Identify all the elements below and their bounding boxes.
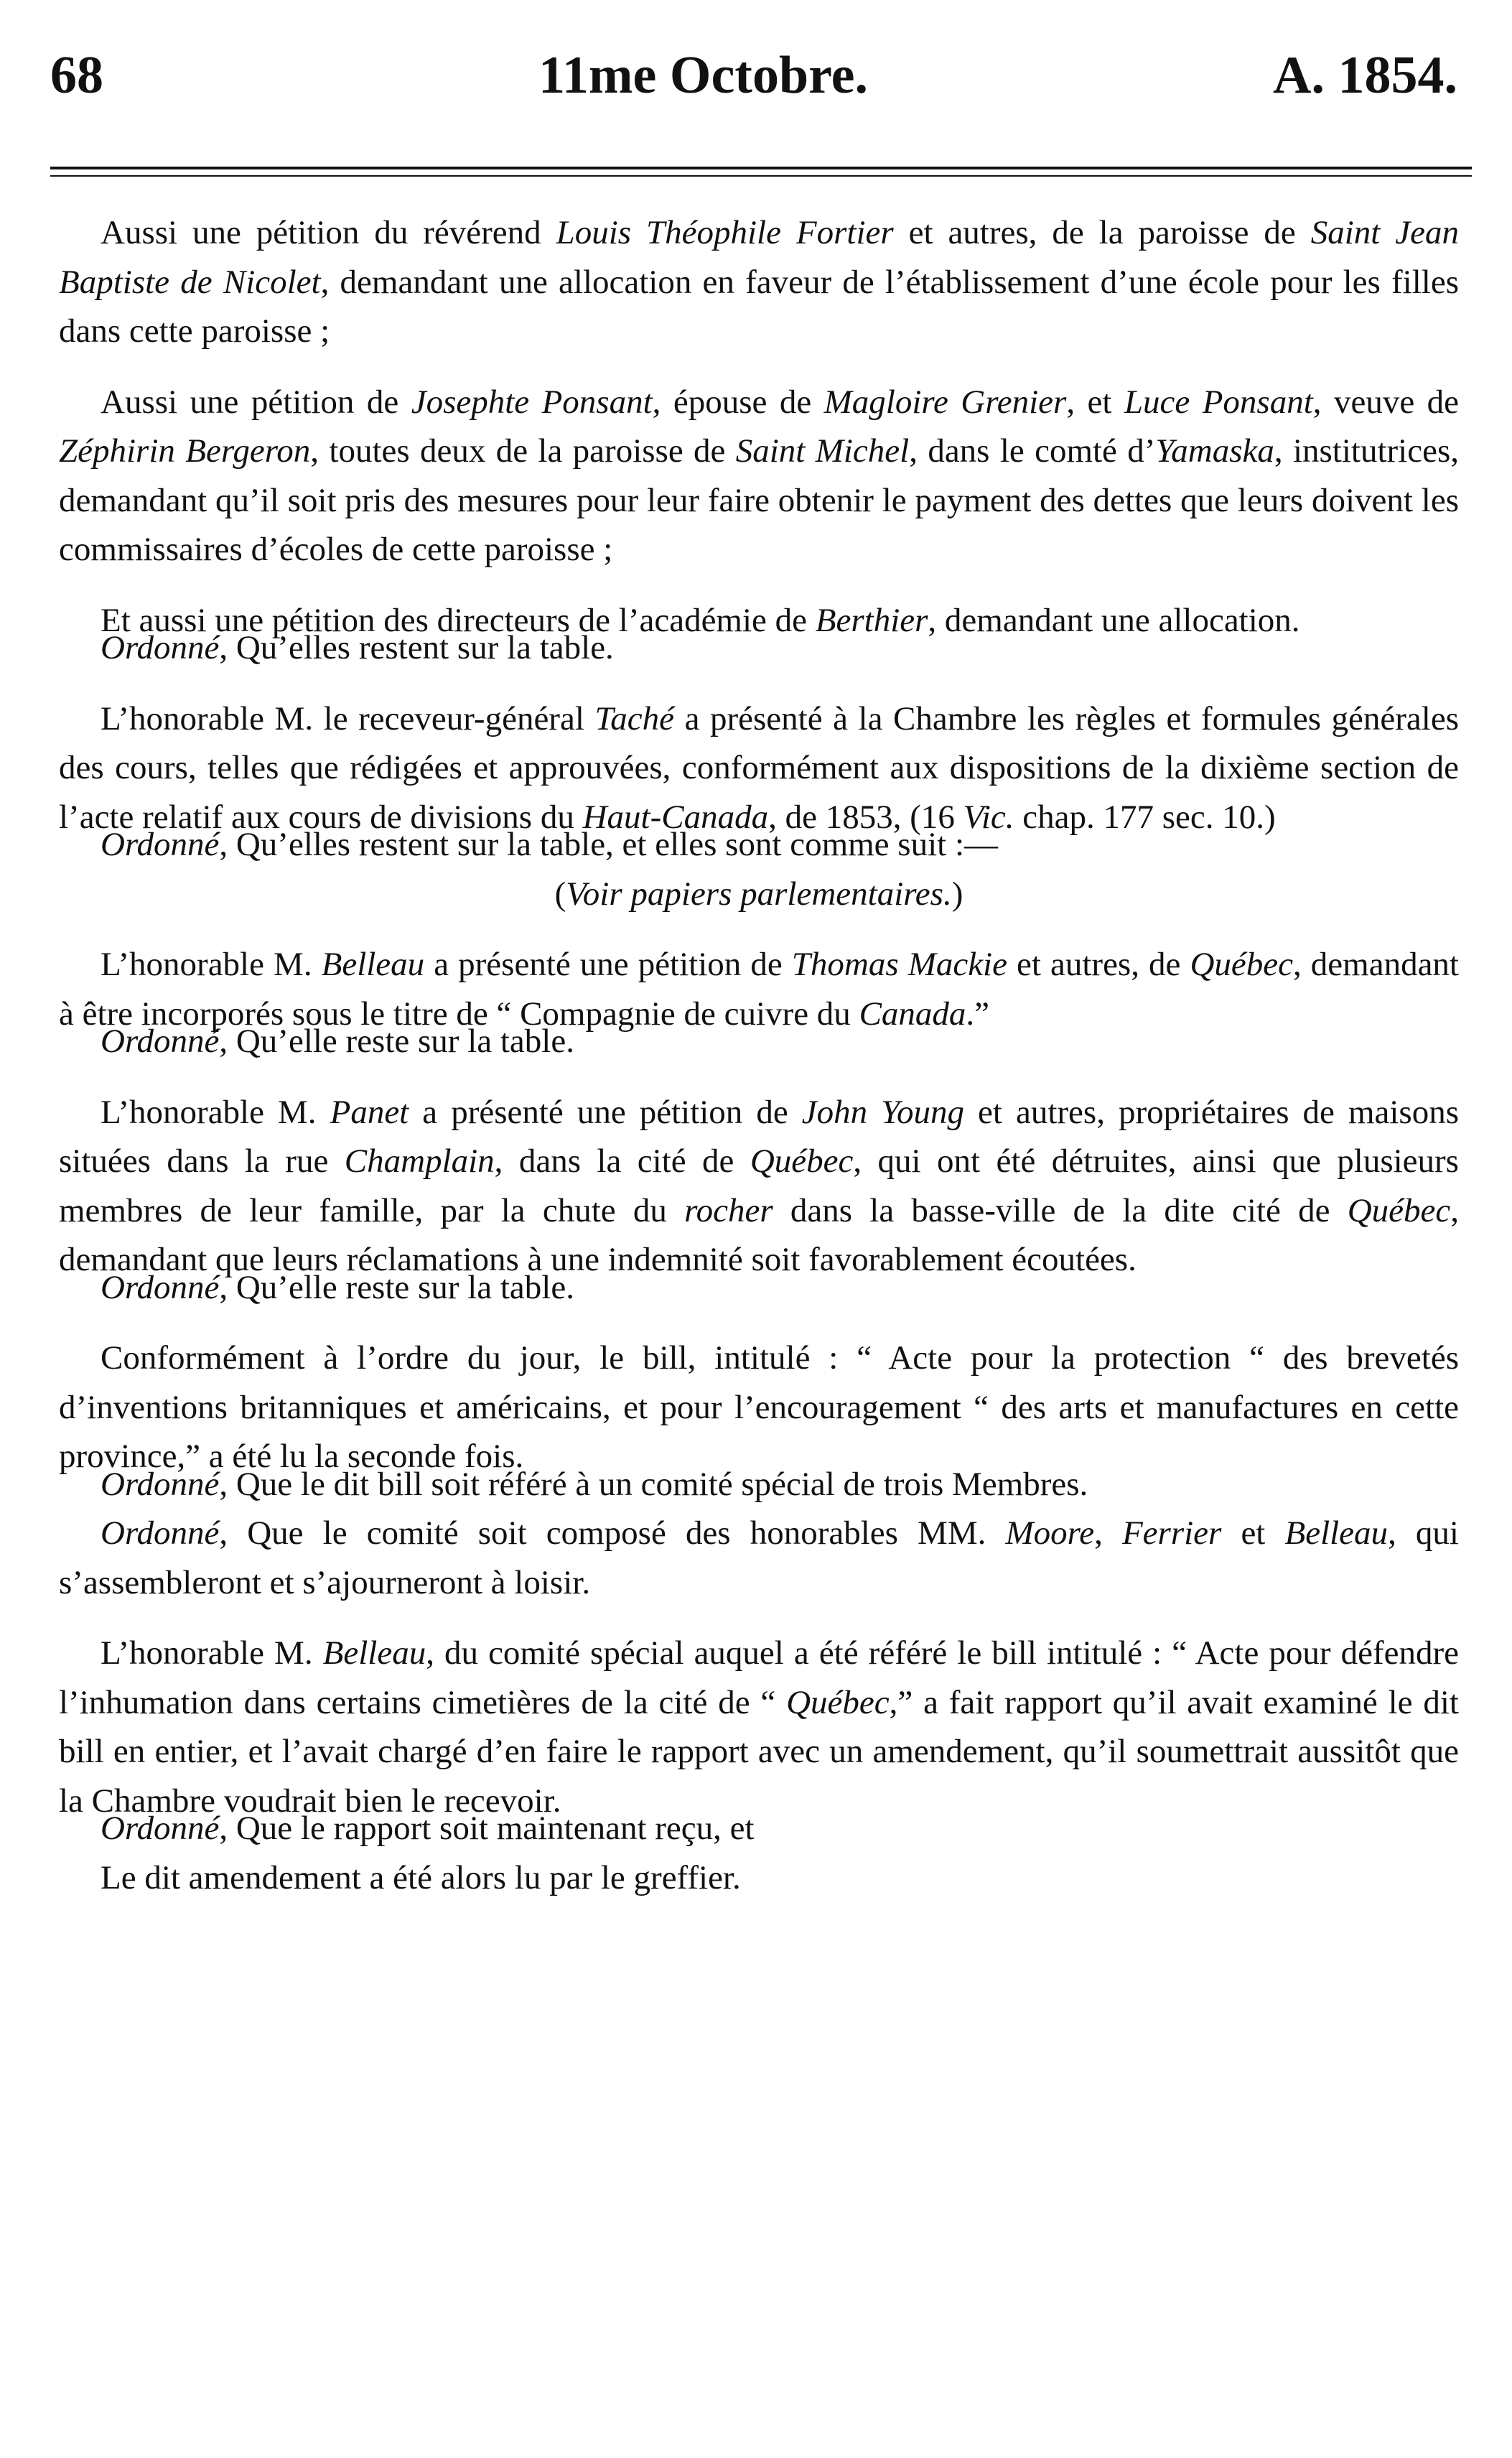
header-date: 11me Octobre. xyxy=(538,46,868,105)
header-rule-thick xyxy=(50,167,1472,169)
closing-line: Le dit amendement a été alors lu par le greffier. xyxy=(101,1858,741,1896)
paragraph-petition-young: L’honorable M. Panet a présenté une pétition de John Young et autres, propriétaires de maisons situées dans la rue Champlain, dans la cité de Québec, qui ont été détruites, ainsi que plusieurs membres de leur famille, par la chute du rocher dans la basse-ville de la dite cité de Québec, demandant que leurs réclamations à une indemnité soit favorablement écoutées. xyxy=(59,1093,1459,1278)
order-line-7: Ordonné, Que le rapport soit maintenant reçu, et xyxy=(101,1810,755,1847)
order-line-1: Ordonné, Qu’elles restent sur la table. xyxy=(101,629,614,666)
paragraph-petition-berthier: Et aussi une pétition des directeurs de l’académie de Berthier, demandant une allocation. xyxy=(101,601,1300,639)
paragraph-petition-mackie: L’honorable M. Belleau a présenté une pétition de Thomas Mackie et autres, de Québec, demandant à être incorporés sous le titre de “ Compagnie de cuivre du Canada.” xyxy=(59,946,1459,1033)
document-body xyxy=(59,208,1459,1902)
header-rule-thin xyxy=(50,175,1472,177)
header-year: A. 1854. xyxy=(1273,46,1457,105)
page-number: 68 xyxy=(50,46,103,105)
order-line-4: Ordonné, Qu’elle reste sur la table. xyxy=(101,1268,574,1306)
paragraph-petition-fortier: Aussi une pétition du révérend Louis Théophile Fortier et autres, de la paroisse de Saint Jean Baptiste de Nicolet, demandant une allocation en faveur de l’établissement d’une école pour les filles dans cette paroisse ; xyxy=(59,214,1460,350)
reference-papiers: (Voir papiers parlementaires.) xyxy=(554,875,963,913)
order-line-2: Ordonné, Qu’elles restent sur la table, et elles sont comme suit :— xyxy=(101,826,999,863)
page-header xyxy=(50,36,1457,115)
paragraph-petition-ponsant: Aussi une pétition de Josephte Ponsant, épouse de Magloire Grenier, et Luce Ponsant, veuve de Zéphirin Bergeron, toutes deux de la paroisse de Saint Michel, dans le comté d’Yamaska, institutrices, demandant qu’il soit pris des mesures pour leur faire obtenir le payment des dettes que leurs doivent les commissaires d’écoles de cette paroisse ; xyxy=(59,383,1460,568)
order-line-6: Ordonné, Que le comité soit composé des honorables MM. Moore, Ferrier et Belleau, qui s’assembleront et s’ajourneront à loisir. xyxy=(59,1514,1459,1601)
order-line-5: Ordonné, Que le dit bill soit référé à un comité spécial de trois Membres. xyxy=(101,1465,1088,1503)
paragraph-tache-regles: L’honorable M. le receveur-général Taché a présenté à la Chambre les règles et formules générales des cours, telles que rédigées et approuvées, conformément aux dispositions de la dixième section de l’acte relatif aux cours de divisions du Haut-Canada, de 1853, (16 Vic. chap. 177 sec. 10.) xyxy=(59,699,1460,836)
paragraph-bill-brevetes: Conformément à l’ordre du jour, le bill, intitulé : “ Acte pour la protection “ des brevetés d’inventions britanniques et américains, et pour l’encouragement “ des arts et manufactures en cette province,” a été lu la seconde fois. xyxy=(59,1339,1459,1475)
paragraph-rapport-belleau: L’honorable M. Belleau, du comité spécial auquel a été référé le bill intitulé : “ Acte pour défendre l’inhumation dans certains cimetières de la cité de “ Québec,” a fait rapport qu’il avait examiné le dit bill en entier, et l’avait chargé d’en faire le rapport avec un amendement, qu’il soumettrait aussitôt que la Chambre voudrait bien le recevoir. xyxy=(59,1634,1459,1820)
order-line-3: Ordonné, Qu’elle reste sur la table. xyxy=(101,1023,574,1060)
